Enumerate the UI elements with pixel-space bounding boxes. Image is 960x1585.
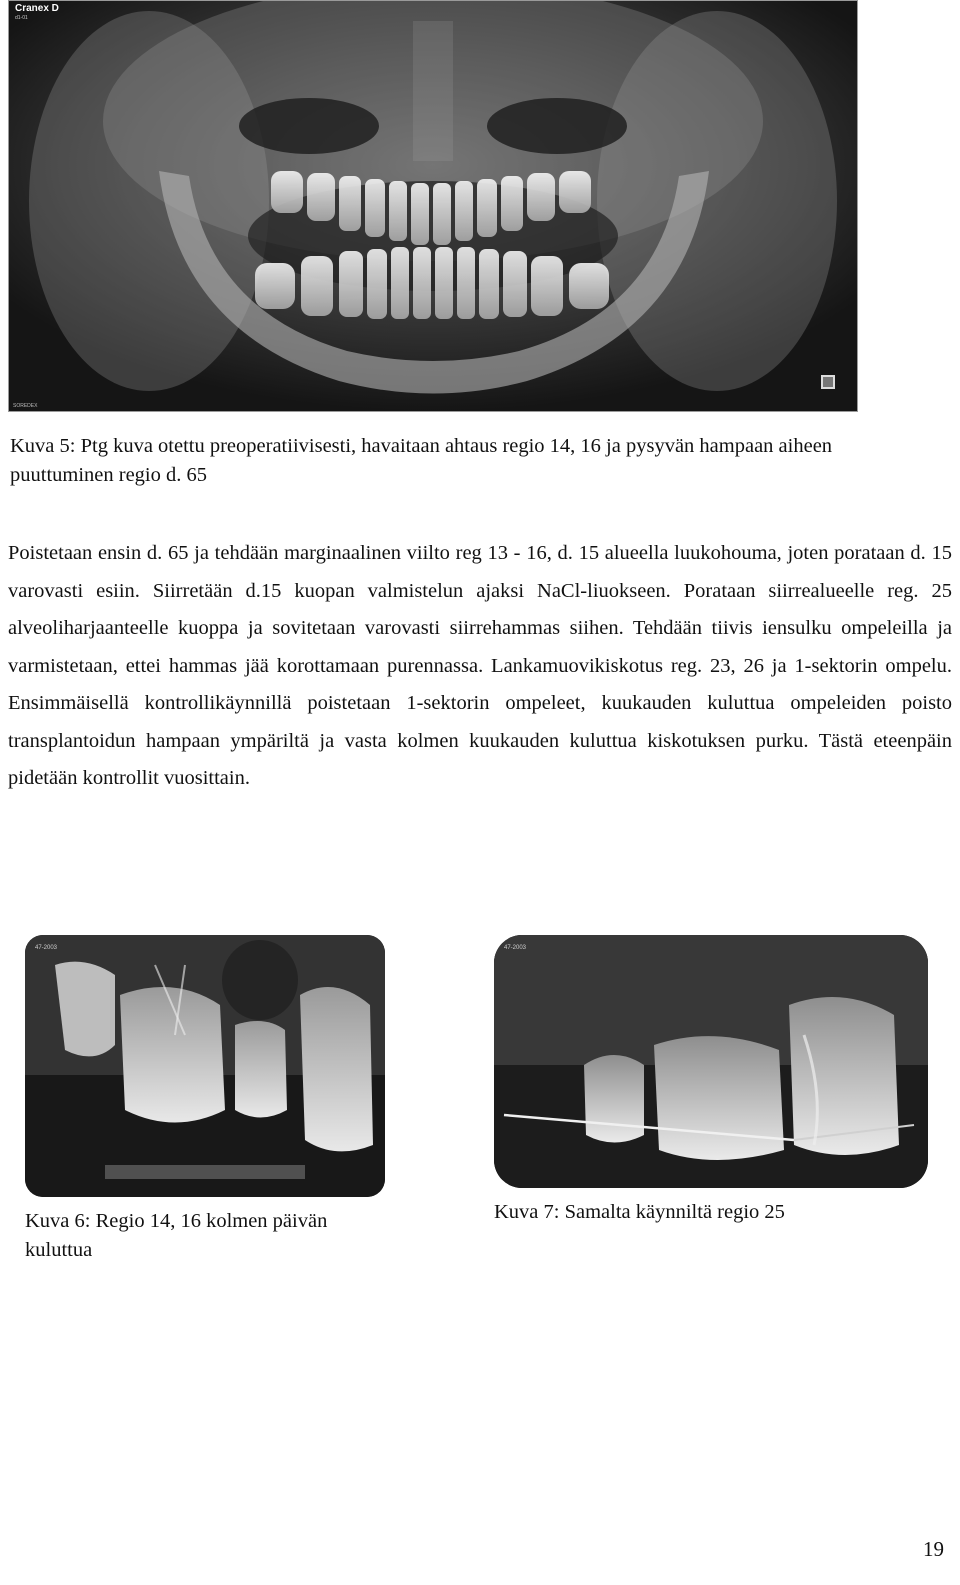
figure-caption-5: Kuva 5: Ptg kuva otettu preoperatiivisesti, havaitaan ahtaus regio 14, 16 ja pysyvän hampaan aiheen puuttuminen regio d. 65 xyxy=(10,435,833,486)
device-sub-label: d1-01 xyxy=(15,15,28,21)
periapical-xray-right-image xyxy=(494,935,928,1188)
film-stamp: 47-2003 xyxy=(35,945,58,951)
figure-caption-7: Kuva 7: Samalta käynniltä regio 25 xyxy=(494,1201,785,1223)
panoramic-xray-graphic xyxy=(9,1,857,411)
page-number: 19 xyxy=(923,1537,944,1561)
figure-caption-6: Kuva 6: Regio 14, 16 kolmen päivän kuluttua xyxy=(25,1210,328,1261)
periapical-xray-left-image xyxy=(25,935,385,1197)
xray-left-graphic xyxy=(25,935,385,1197)
film-stamp: 47-2003 xyxy=(504,945,527,951)
manufacturer-logo: SOREDEX xyxy=(13,403,38,409)
panoramic-xray-image xyxy=(8,0,858,412)
xray-right-graphic xyxy=(494,935,928,1188)
body-paragraph: Poistetaan ensin d. 65 ja tehdään marginaalinen viilto reg 13 - 16, d. 15 alueella luukohouma, joten porataan d. 15 varovasti esiin. Siirretään d.15 kuopan valmistelun ajaksi NaCl-liuokseen. Porataan siirrealueelle reg. 25 alveoliharjaanteelle kuoppa ja sovitetaan varovasti siirrehammas siihen. Tehdään tiivis iensulku ompeleilla ja varmistetaan, ettei hammas jää korottamaan purennassa. Lankamuovikiskotus reg. 23, 26 ja 1-sektorin ompelu. Ensimmäisellä kontrollikäynnillä poistetaan 1-sektorin ompeleet, kuukauden kuluttua ompeleiden poisto transplantoidun hampaan ympäriltä ja vasta kolmen kuukauden kuluttua kiskotuksen purku. Tästä eteenpäin pidetään kontrollit vuosittain. xyxy=(8,542,952,789)
corner-marker-icon xyxy=(821,375,835,389)
device-label: Cranex D xyxy=(15,3,59,14)
